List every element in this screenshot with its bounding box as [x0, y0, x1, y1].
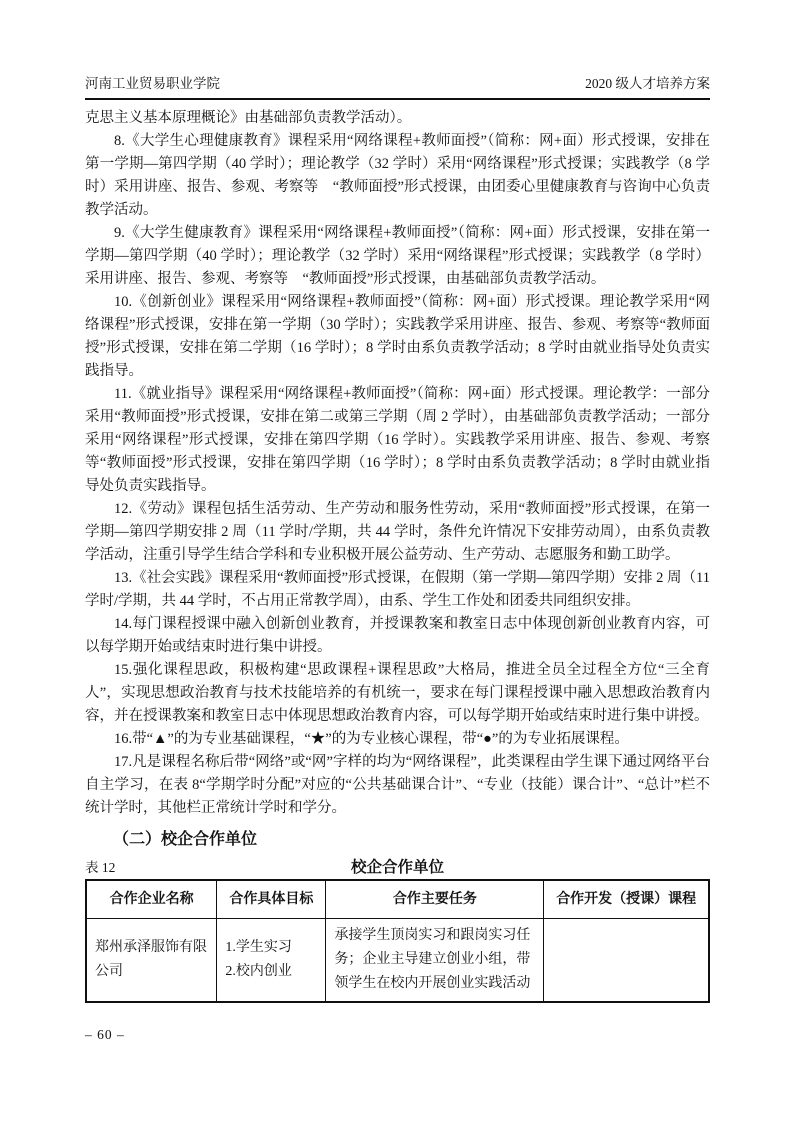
cell-goals: [217, 919, 326, 1003]
section-heading-cooperation: （二）校企合作单位: [113, 831, 258, 848]
paragraph-item-10: 10.《创新创业》课程采用“网络课程+教师面授”（简称：网+面）形式授课。理论教学采用“网络课程”形式授课，安排在第一学期（30 学时）；实践教学采用讲座、报告、参观、考察等“教师面授”形式授课，安排在第二学期（16 学时）；8 学时由系负责教学活动；8 学时由就业指导处负责实践指导。: [85, 294, 710, 379]
table-caption-label: 表 12: [85, 860, 116, 875]
paragraph-item-17: 17.凡是课程名称后带“网络”或“网”字样的均为“网络课程”，此类课程由学生课下通过网络平台自主学习，在表 8“学期学时分配”对应的“公共基础课合计”、“专业（技能）课合计”、“总计”栏不统计学时，其他栏正常统计学时和学分。: [85, 754, 710, 816]
goal-line-1: 1.学生实习: [225, 940, 292, 955]
paragraph-item-11: 11.《就业指导》课程采用“网络课程+教师面授”（简称：网+面）形式授课。理论教学：一部分采用“教师面授”形式授课，安排在第二或第三学期（周 2 学时），由基础部负责教学活动；一部分采用“网络课程”形式授课，安排在第四学期（16 学时）。实践教学采用讲座、报告、参观、考察等“教师面授”形式授课，安排在第四学期（16 学时）；8 学时由系负责教学活动；8 学时由就业指导处负责实践指导。: [85, 386, 710, 494]
header-school-name: 河南工业贸易职业学院: [85, 76, 220, 91]
table-caption-title: 校企合作单位: [350, 859, 444, 876]
goal-line-2: 2.校内创业: [225, 964, 292, 979]
document-body: [85, 107, 710, 1046]
cell-company: 郑州承泽服饰有限公司: [86, 919, 217, 1003]
paragraph-item-12: 12.《劳动》课程包括生活劳动、生产劳动和服务性劳动，采用“教师面授”形式授课，在第一学期—第四学期安排 2 周（11 学时/学期，共 44 学时，条件允许情况下安排劳动周），由系负责教学活动，注重引导学生结合学科和专业积极开展公益劳动、生产劳动、志愿服务和勤工助学。: [85, 501, 710, 563]
cooperation-table: [85, 879, 710, 1003]
table-caption: [85, 856, 710, 879]
paragraph-item-16: 16.带“▲”的为专业基础课程，“★”的为专业核心课程，带“●”的为专业拓展课程。: [114, 731, 629, 747]
column-header-company: 合作企业名称: [86, 880, 217, 919]
header-plan-title: 2020 级人才培养方案: [585, 76, 710, 91]
table-row: [86, 919, 709, 1003]
page-number: – 60 –: [85, 1027, 125, 1042]
cell-courses: [544, 919, 709, 1003]
paragraph-item-13: 13.《社会实践》课程采用“教师面授”形式授课，在假期（第一学期—第四学期）安排 2 周（11 学时/学期，共 44 学时，不占用正常教学周），由系、学生工作处和团委共同组织安排。: [85, 570, 710, 609]
paragraph-item-14: 14.每门课程授课中融入创新创业教育，并授课教案和教室日志中体现创新创业教育内容，可以每学期开始或结束时进行集中讲授。: [85, 616, 710, 655]
column-header-courses: 合作开发（授课）课程: [544, 880, 709, 919]
paragraph-item-15: 15.强化课程思政，积极构建“思政课程+课程思政”大格局，推进全员全过程全方位“三全育人”，实现思想政治教育与技术技能培养的有机统一，要求在每门课程授课中融入思想政治教育内容，并在授课教案和教室日志中体现思想政治教育内容，可以每学期开始或结束时进行集中讲授。: [85, 662, 710, 724]
cell-tasks: 承接学生顶岗实习和跟岗实习任务；企业主导建立创业小组，带领学生在校内开展创业实践活动: [326, 919, 544, 1003]
paragraph-item-9: 9.《大学生健康教育》课程采用“网络课程+教师面授”（简称：网+面）形式授课，安排在第一学期—第四学期（40 学时）；理论教学（32 学时）采用“网络课程”形式授课；实践教学（8 学时）采用讲座、报告、参观、考察等 “教师面授”形式授课，由基础部负责教学活动。: [85, 225, 710, 287]
column-header-tasks: 合作主要任务: [326, 880, 544, 919]
page-header: [85, 76, 710, 100]
paragraph-continuation: 克思主义基本原理概论》由基础部负责教学活动）。: [85, 110, 412, 126]
table-header-row: [86, 880, 709, 919]
paragraph-item-8: 8.《大学生心理健康教育》课程采用“网络课程+教师面授”（简称：网+面）形式授课，安排在第一学期—第四学期（40 学时）；理论教学（32 学时）采用“网络课程”形式授课；实践教学（8 学时）采用讲座、报告、参观、考察等 “教师面授”形式授课，由团委心里健康教育与咨询中心负责教学活动。: [85, 133, 710, 218]
column-header-goals: 合作具体目标: [217, 880, 326, 919]
